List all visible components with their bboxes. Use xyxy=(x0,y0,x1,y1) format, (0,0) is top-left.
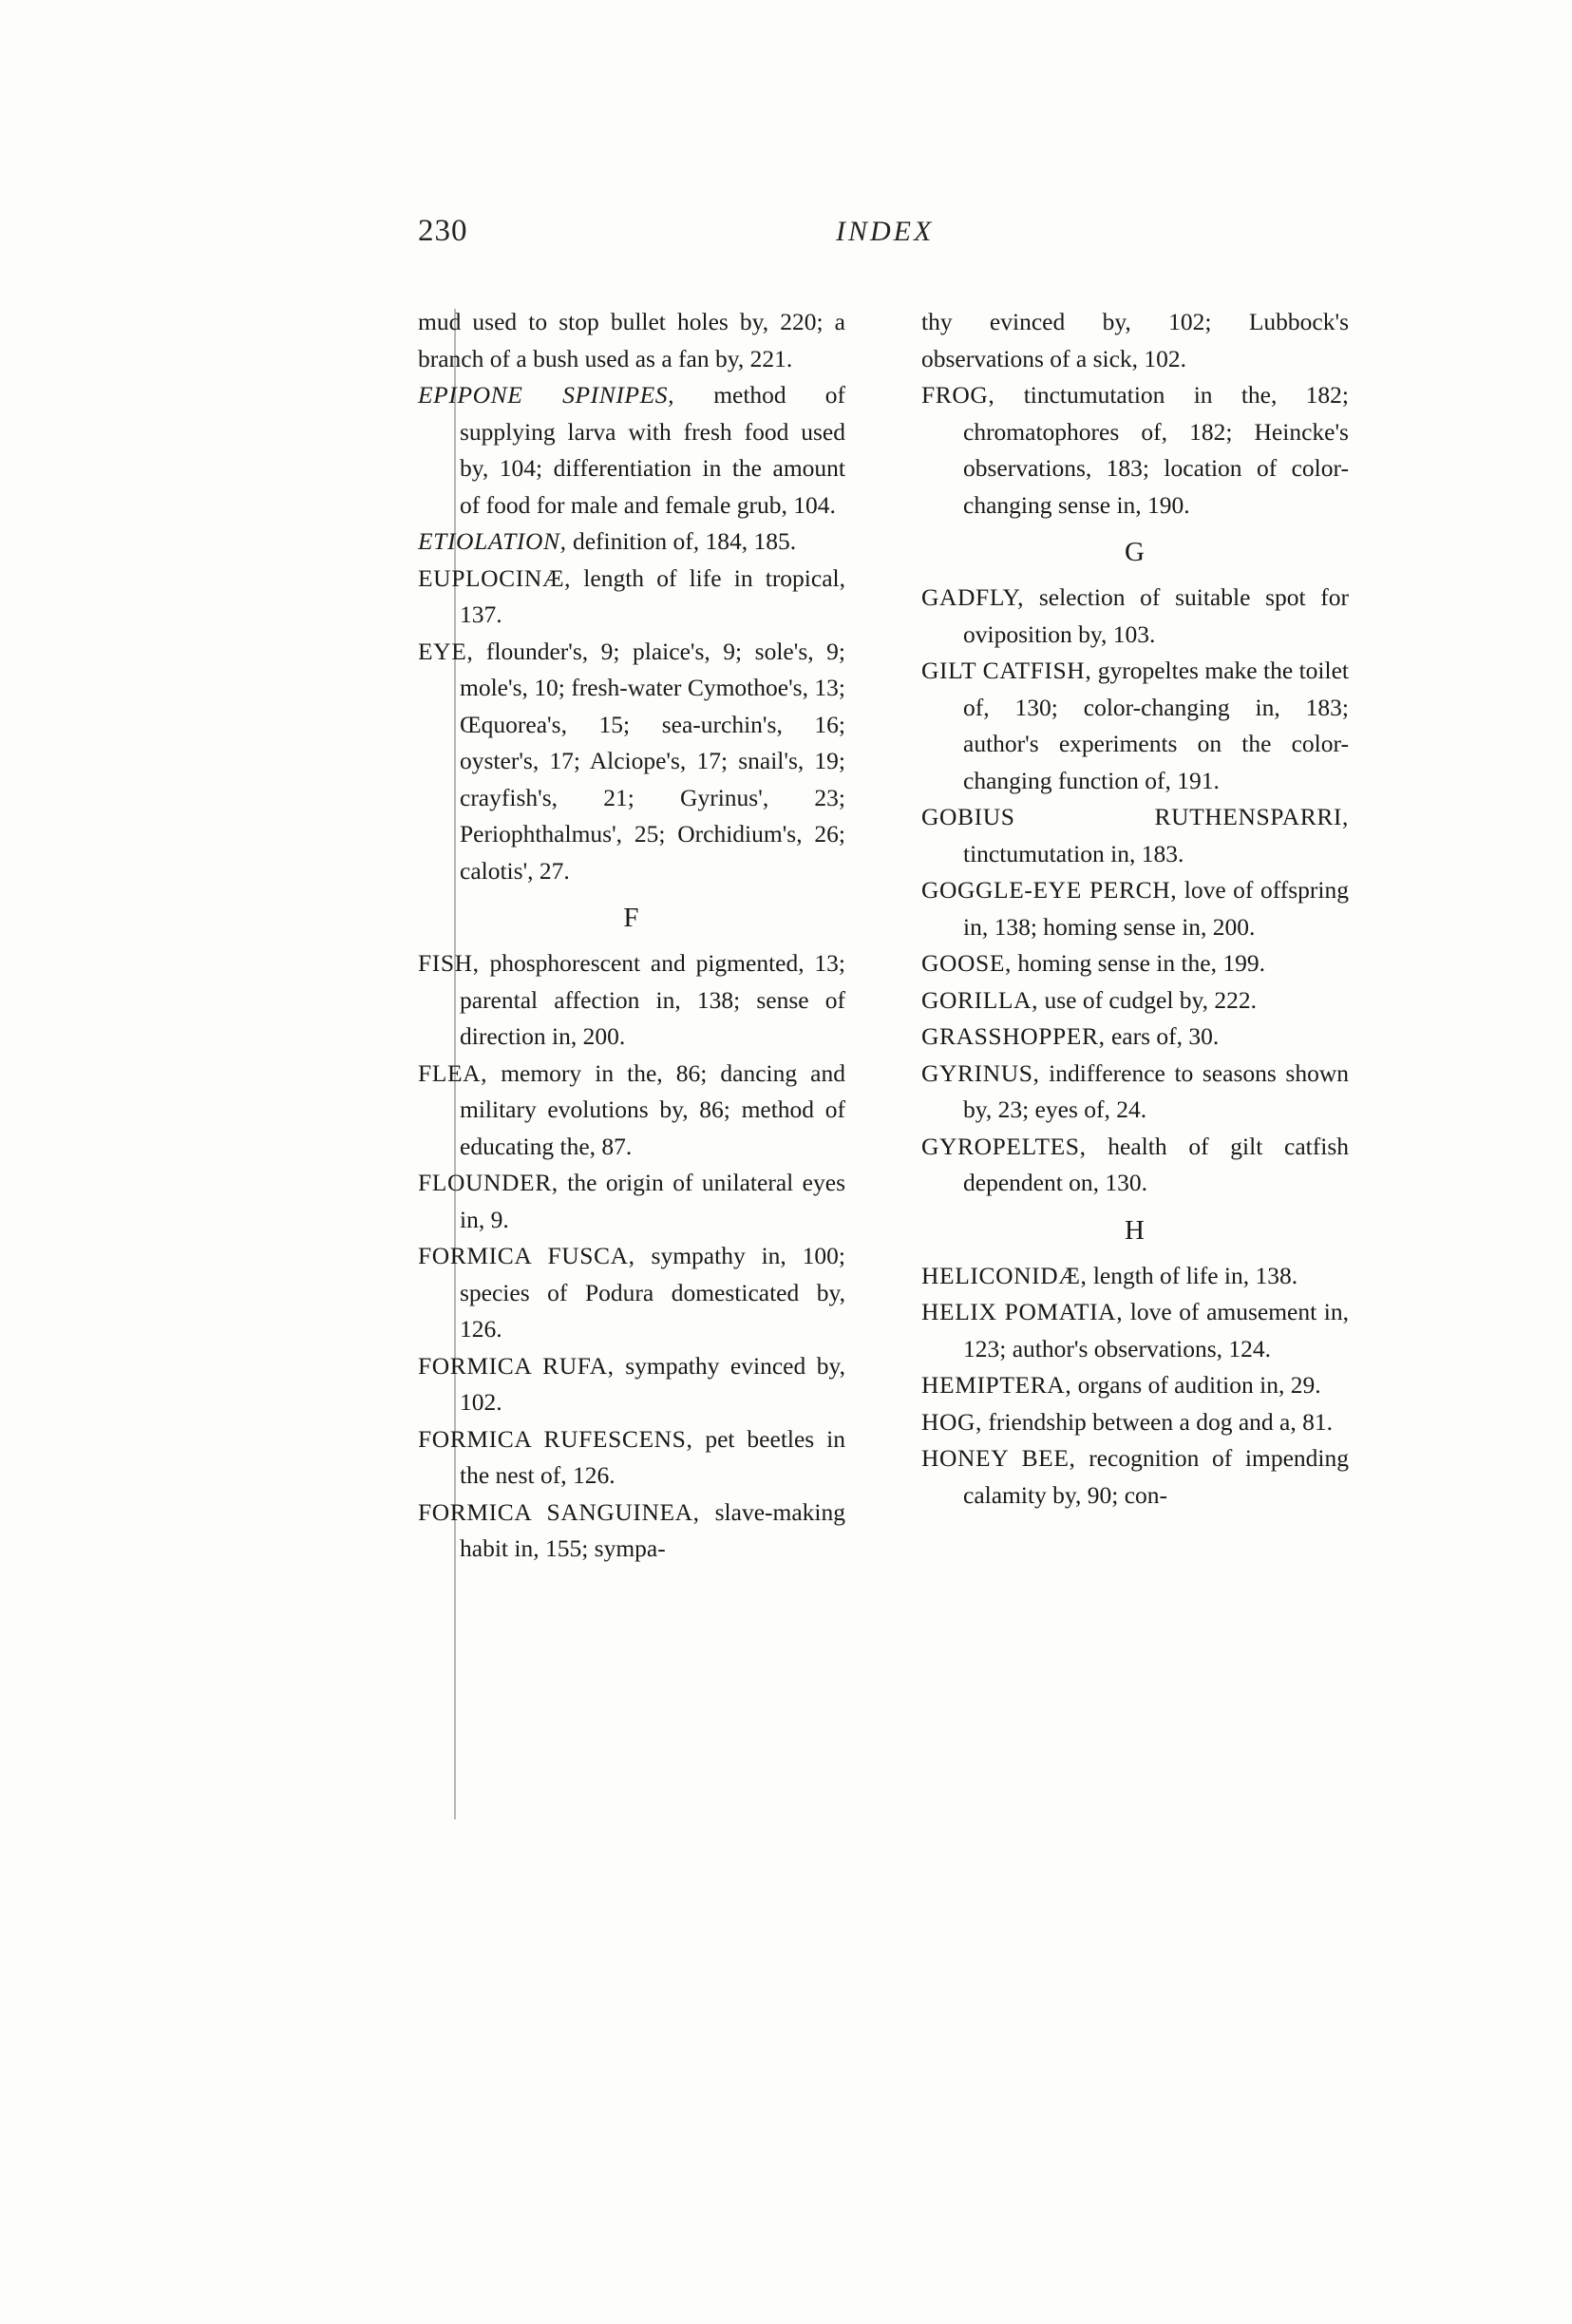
entry-text: thy evinced by, 102; Lubbock's observations of a sick, 102. xyxy=(921,308,1349,372)
entry-headword: HONEY BEE, xyxy=(921,1444,1076,1472)
page-header xyxy=(418,214,1007,261)
entry-text: use of cudgel by, 222. xyxy=(1038,985,1258,1014)
entry-text: phosphorescent and pigmented, 13; parental affection in, 138; sense of direction in, 200. xyxy=(460,949,845,1050)
index-entry xyxy=(418,1165,845,1238)
entry-headword: GILT CATFISH, xyxy=(921,657,1092,684)
index-entry-continued xyxy=(418,304,845,377)
index-entry xyxy=(418,634,845,890)
entry-text: flounder's, 9; plaice's, 9; sole's, 9; mole's, 10; fresh-water Cymothoe's, 13; Œquorea's, 15; sea-urchin's, 16; oyster's, 17; Alciope's, 17; snail's, 19; crayfish's, 21; Gyrinus', 23; Periophthalmus', 25; Orchidium's, 26; calotis', 27. xyxy=(460,637,845,885)
index-entry xyxy=(921,799,1349,872)
entry-text: sympathy in, 100; species of Podura domesticated by, 126. xyxy=(460,1242,845,1343)
index-entry xyxy=(921,1440,1349,1514)
index-entry xyxy=(921,945,1349,982)
letter-heading-h: H xyxy=(1125,1214,1146,1246)
index-entry xyxy=(921,377,1349,524)
entry-headword: FORMICA FUSCA, xyxy=(418,1242,635,1269)
entry-headword: FORMICA RUFESCENS, xyxy=(418,1424,693,1453)
entry-headword: GORILLA, xyxy=(921,985,1039,1014)
entry-text: ears of, 30. xyxy=(1105,1022,1220,1050)
index-column-left xyxy=(418,304,845,1568)
entry-headword: GOBIUS RUTHENSPARRI, xyxy=(921,803,1349,830)
letter-heading-f: F xyxy=(623,903,640,933)
index-entry xyxy=(418,1495,845,1568)
index-entry xyxy=(418,945,845,1056)
entry-headword: GOGGLE-EYE PERCH, xyxy=(921,876,1178,904)
entry-text: friendship between a dog and a, 81. xyxy=(982,1407,1333,1436)
index-entry xyxy=(418,561,845,634)
index-entry xyxy=(418,377,845,524)
index-entry xyxy=(418,1421,845,1495)
index-entry xyxy=(921,1367,1349,1404)
entry-headword: EYE, xyxy=(418,637,474,665)
entry-headword: FORMICA SANGUINEA, xyxy=(418,1497,700,1526)
page-number: 230 xyxy=(418,214,468,248)
entry-headword: FORMICA RUFA, xyxy=(418,1351,615,1380)
entry-headword: GADFLY, xyxy=(921,583,1025,611)
index-entry xyxy=(921,1258,1349,1295)
index-entry xyxy=(418,1056,845,1166)
entry-text: indifference to seasons shown by, 23; eyes of, 24. xyxy=(963,1058,1349,1123)
index-entry xyxy=(921,580,1349,653)
entry-headword: HOG, xyxy=(921,1407,983,1436)
entry-headword: HEMIPTERA, xyxy=(921,1371,1072,1399)
index-column-right xyxy=(921,304,1349,1514)
entry-text: tinctumutation in, 183. xyxy=(963,839,1184,867)
entry-headword: GRASSHOPPER, xyxy=(921,1022,1106,1050)
entry-text: length of life in, 138. xyxy=(1087,1261,1298,1289)
entry-text: slave-making habit in, 155; sympa- xyxy=(460,1497,845,1562)
running-head: INDEX xyxy=(836,216,935,247)
entry-headword: GOOSE, xyxy=(921,949,1012,977)
entry-text: tinctumutation in the, 182; chromatophores of, 182; Heincke's observations, 183; location of color-changing sense in, 190. xyxy=(963,381,1349,519)
index-entry xyxy=(921,1404,1349,1441)
entry-headword: HELICONIDÆ, xyxy=(921,1261,1088,1289)
entry-headword-text: EPIPONE SPINIPES, xyxy=(418,381,675,409)
index-entry xyxy=(418,1238,845,1348)
entry-headword xyxy=(418,381,674,409)
entry-text: health of gilt catfish dependent on, 130. xyxy=(963,1132,1349,1196)
index-entry xyxy=(921,1129,1349,1202)
entry-headword: GYROPELTES, xyxy=(921,1132,1087,1160)
entry-headword: HELIX POMATIA, xyxy=(921,1298,1124,1325)
index-entry xyxy=(418,524,845,561)
entry-text: selection of suitable spot for oviposition by, 103. xyxy=(963,583,1349,648)
entry-text: organs of audition in, 29. xyxy=(1071,1371,1321,1399)
entry-headword: FLEA, xyxy=(418,1058,488,1087)
entry-text: pet beetles in the nest of, 126. xyxy=(460,1424,845,1489)
entry-headword: ETIOLATION, xyxy=(418,527,567,555)
entry-text: memory in the, 86; dancing and military evolutions by, 86; method of educating the, 87. xyxy=(460,1058,845,1160)
entry-headword: EUPLOCINÆ, xyxy=(418,563,572,592)
index-entry xyxy=(921,1056,1349,1129)
entry-text: love of amusement in, 123; author's observations, 124. xyxy=(963,1298,1349,1362)
index-entry xyxy=(921,982,1349,1019)
entry-headword: FLOUNDER, xyxy=(418,1169,559,1196)
index-entry xyxy=(921,653,1349,799)
entry-text: gyropeltes make the toilet of, 130; color-changing in, 183; author's experiments on the color-changing function of, 191. xyxy=(963,657,1349,794)
entry-text: homing sense in the, 199. xyxy=(1011,949,1265,977)
letter-heading-g: G xyxy=(1125,537,1146,567)
entry-text: the origin of unilateral eyes in, 9. xyxy=(460,1169,845,1233)
entry-text: recognition of impending calamity by, 90; con- xyxy=(963,1444,1350,1509)
entry-text: mud used to stop bullet holes by, 220; a branch of a bush used as a fan by, 221. xyxy=(418,308,845,372)
entry-text: method of supplying larva with fresh food used by, 104; differentiation in the amount of food for male and female grub, 104. xyxy=(460,381,845,519)
entry-headword: FROG, xyxy=(921,381,995,409)
index-entry xyxy=(921,872,1349,945)
entry-text: definition of, 184, 185. xyxy=(566,527,797,555)
index-entry xyxy=(921,1019,1349,1056)
index-entry xyxy=(418,1348,845,1421)
entry-text: love of offspring in, 138; homing sense in, 200. xyxy=(963,876,1349,941)
entry-text: sympathy evinced by, 102. xyxy=(460,1351,846,1416)
index-entry-continued xyxy=(921,304,1349,377)
entry-text: length of life in tropical, 137. xyxy=(460,563,845,628)
entry-headword: FISH, xyxy=(418,949,480,977)
entry-headword: GYRINUS, xyxy=(921,1058,1040,1087)
index-entry xyxy=(921,1294,1349,1367)
